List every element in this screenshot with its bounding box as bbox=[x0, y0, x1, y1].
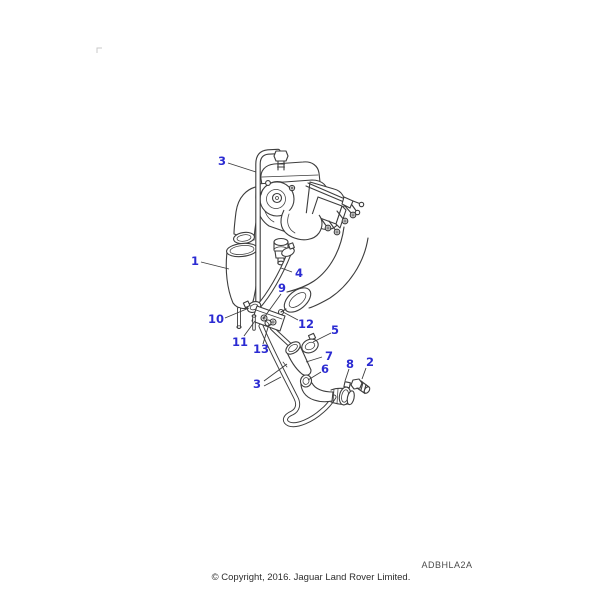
callout-9: 9 bbox=[277, 281, 287, 295]
air-hose-part1 bbox=[226, 242, 258, 309]
callout-leader-3-bottom bbox=[264, 377, 281, 386]
callout-leader-3-top bbox=[228, 163, 256, 172]
bolt-part13 bbox=[265, 320, 271, 326]
callout-3-top: 3 bbox=[217, 154, 227, 168]
callout-4: 4 bbox=[294, 266, 304, 280]
callout-leader-2 bbox=[362, 368, 366, 379]
callout-7: 7 bbox=[324, 349, 334, 363]
callout-5: 5 bbox=[330, 323, 340, 337]
bracket-connector-pipe bbox=[272, 328, 290, 345]
diagram-code: ADBHLA2A bbox=[421, 560, 473, 570]
callout-leader-7 bbox=[306, 357, 322, 362]
intake-hose bbox=[277, 227, 368, 317]
callout-12: 12 bbox=[297, 317, 315, 331]
callout-3-bottom: 3 bbox=[252, 377, 262, 391]
copyright-text: © Copyright, 2016. Jaguar Land Rover Limited. bbox=[211, 572, 411, 583]
callout-11: 11 bbox=[231, 335, 249, 349]
callout-leader-1 bbox=[201, 262, 229, 269]
stud-part12 bbox=[279, 309, 287, 315]
callout-13: 13 bbox=[252, 342, 270, 356]
callout-2: 2 bbox=[365, 355, 375, 369]
callout-6: 6 bbox=[320, 362, 330, 376]
stray-mark bbox=[97, 48, 102, 53]
callout-10: 10 bbox=[207, 312, 225, 326]
callout-8: 8 bbox=[345, 357, 355, 371]
callout-1: 1 bbox=[190, 254, 200, 268]
